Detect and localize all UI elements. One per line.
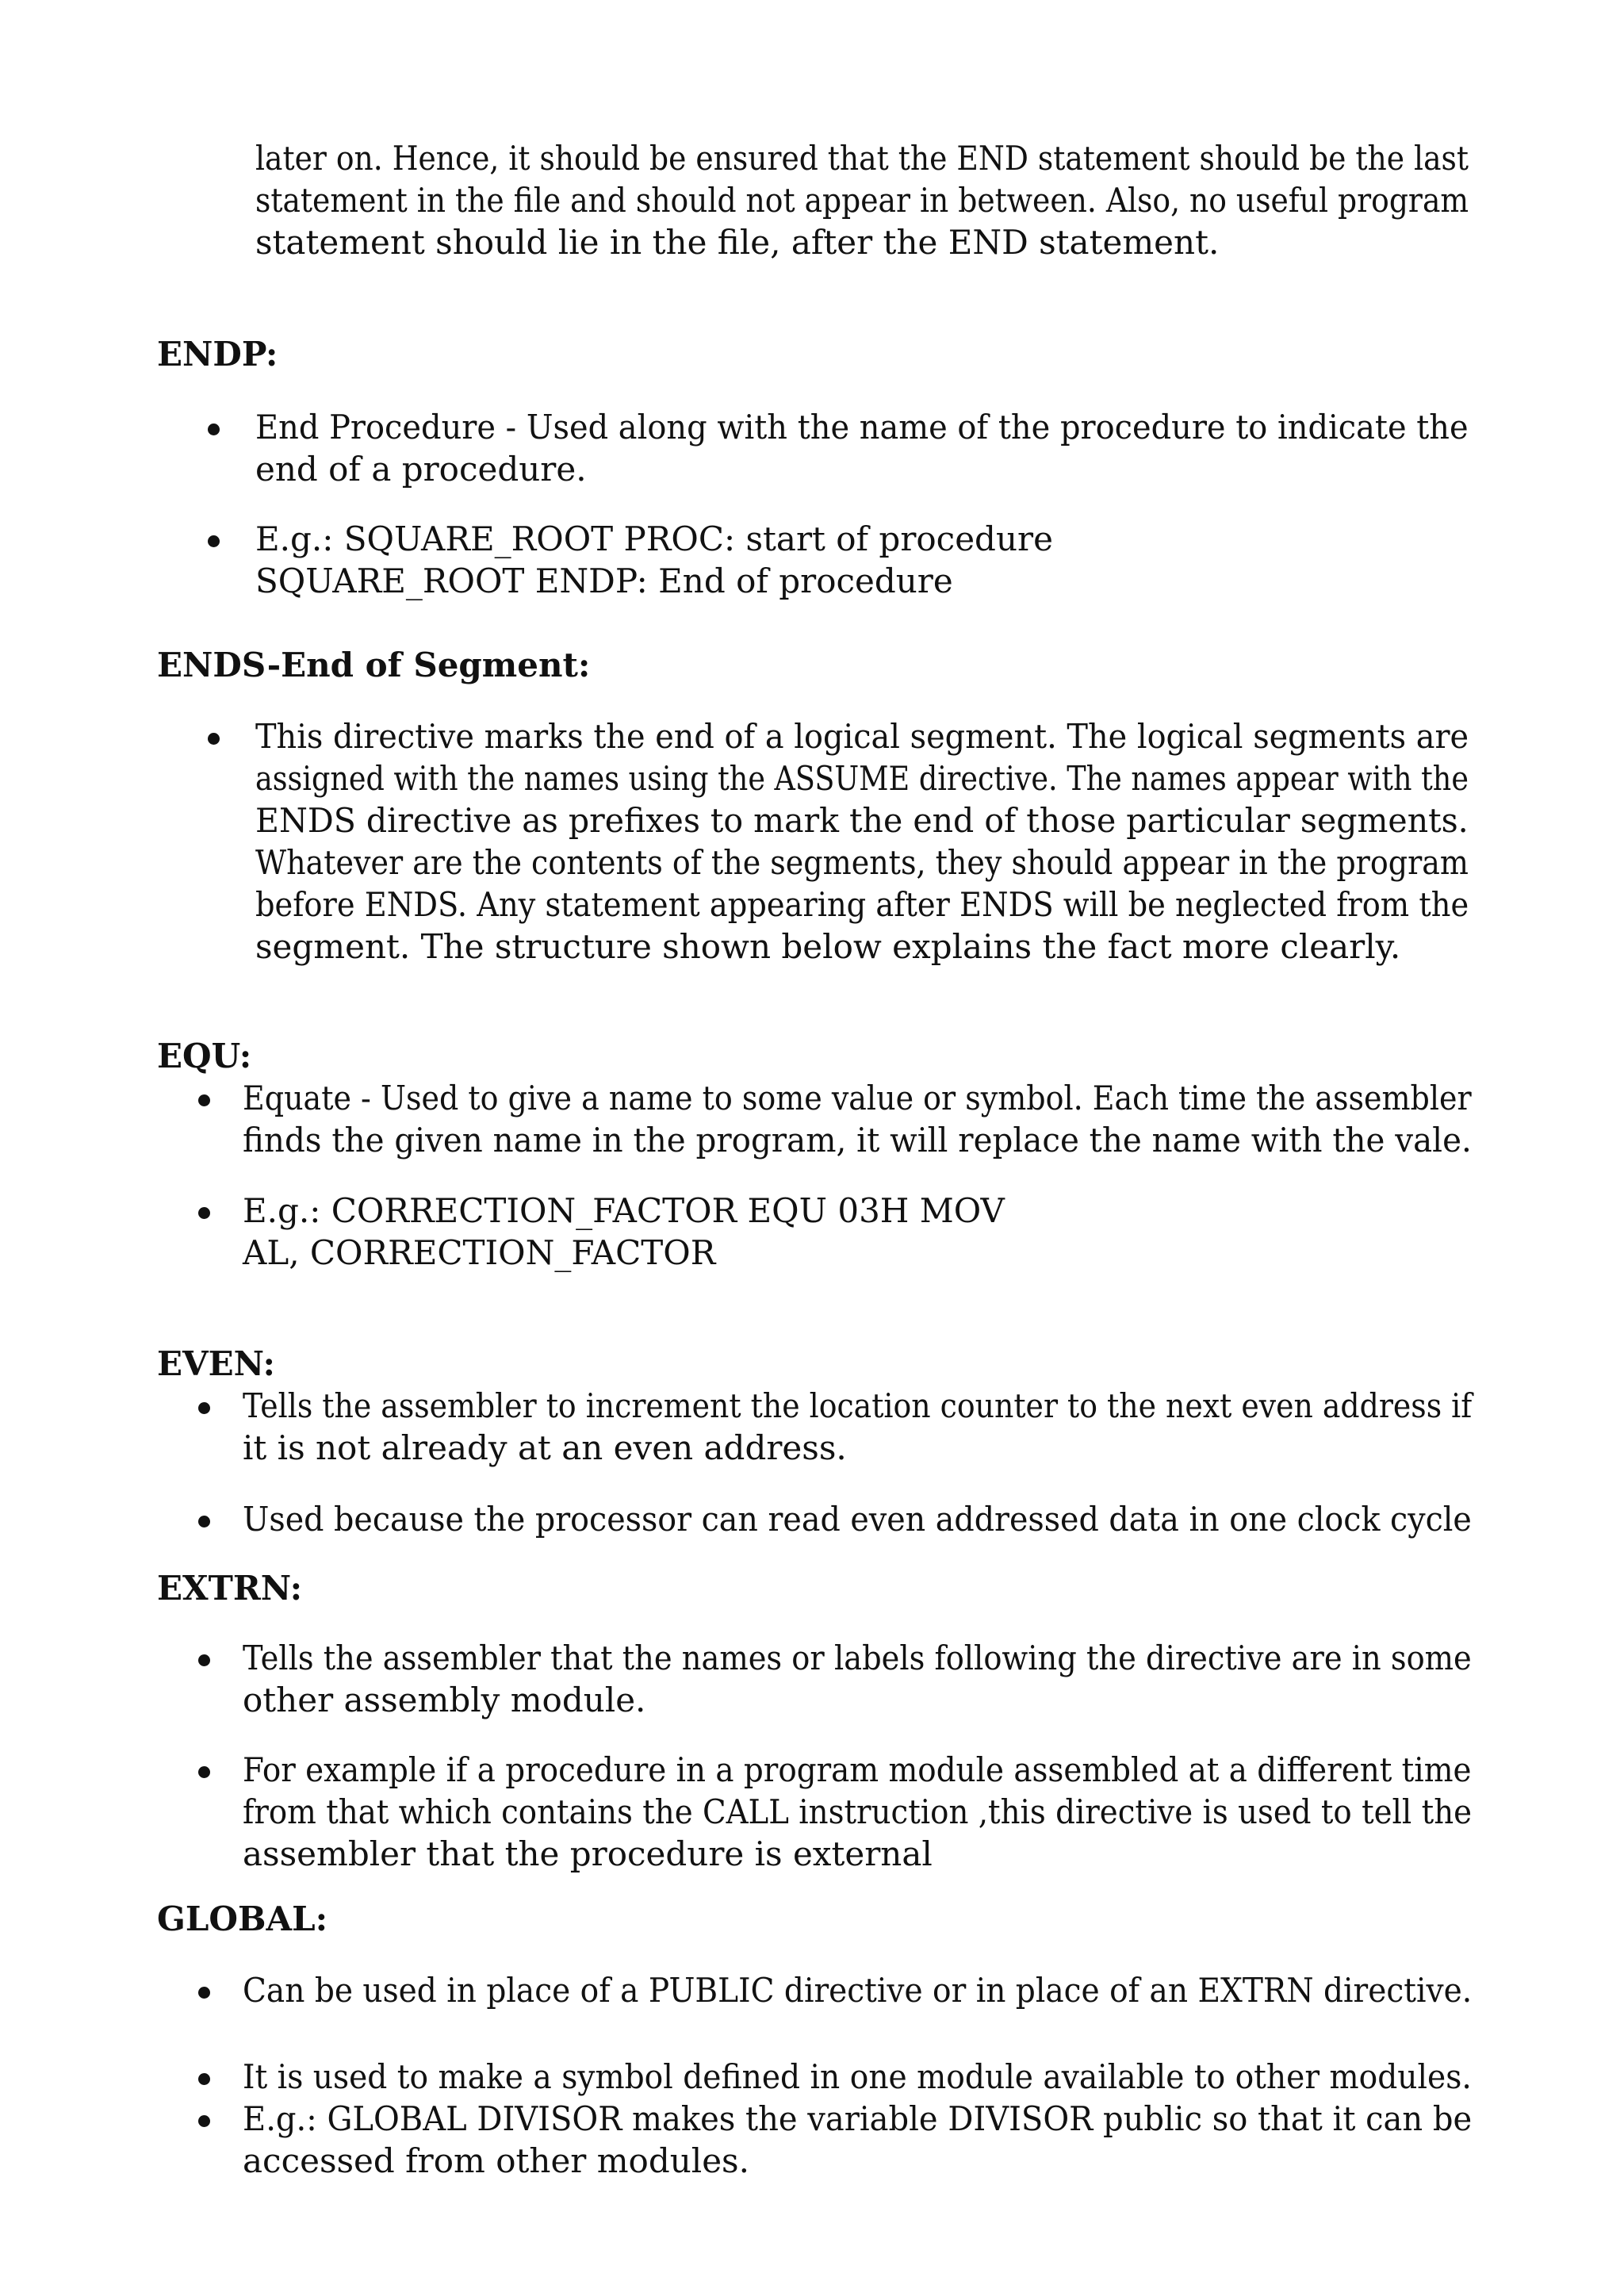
- text-line: E.g.: CORRECTION_FACTOR EQU 03H MOV: [243, 1191, 1005, 1230]
- text-line: other assembly module.: [243, 1681, 646, 1719]
- text-line: This directive marks the end of a logical segment. The logical segments are: [255, 717, 1469, 756]
- intro-line: statement should lie in the file, after the END statement.: [255, 223, 1220, 262]
- bullet-text: [255, 715, 1469, 968]
- text-line: For example if a procedure in a program module assembled at a different time: [243, 1750, 1472, 1789]
- heading-extrn: EXTRN:: [157, 1569, 303, 1608]
- bullet-text: [243, 2098, 1472, 2182]
- bullet-dot: [208, 424, 220, 435]
- bullet-text: [243, 1749, 1472, 1875]
- text-line: Tells the assembler to increment the location counter to the next even address if: [243, 1386, 1473, 1425]
- text-line: It is used to make a symbol defined in one module available to other modules.: [243, 2057, 1472, 2096]
- intro-paragraph: [255, 137, 1469, 263]
- bullet-dot: [198, 1207, 210, 1219]
- bullet-dot: [208, 535, 220, 547]
- bullet-text: [243, 1077, 1472, 1161]
- text-line: Equate - Used to give a name to some value or symbol. Each time the assembler: [243, 1079, 1472, 1117]
- text-line: E.g.: SQUARE_ROOT PROC: start of procedure: [255, 519, 1053, 558]
- text-line: SQUARE_ROOT ENDP: End of procedure: [255, 562, 953, 600]
- text-line: assigned with the names using the ASSUME directive. The names appear with the: [255, 759, 1469, 798]
- text-line: finds the given name in the program, it will replace the name with the vale.: [243, 1121, 1472, 1159]
- bullet-dot: [208, 733, 220, 745]
- heading-ends: ENDS-End of Segment:: [157, 646, 591, 684]
- text-line: assembler that the procedure is external: [243, 1834, 933, 1873]
- text-line: End Procedure - Used along with the name of the procedure to indicate the: [255, 408, 1469, 447]
- text-line: ENDS directive as prefixes to mark the end of those particular segments.: [255, 801, 1469, 840]
- text-line: E.g.: GLOBAL DIVISOR makes the variable DIVISOR public so that it can be: [243, 2099, 1473, 2138]
- bullet-text: [243, 1190, 1472, 1274]
- text-line: it is not already at an even address.: [243, 1428, 847, 1467]
- text-line: Whatever are the contents of the segments, they should appear in the program: [255, 843, 1469, 882]
- text-line: from that which contains the CALL instruction ,this directive is used to tell the: [243, 1792, 1473, 1831]
- text-line: segment. The structure shown below explains the fact more clearly.: [255, 927, 1401, 966]
- heading-endp: ENDP:: [157, 335, 278, 374]
- bullet-dot: [198, 1516, 210, 1527]
- bullet-text: [255, 406, 1469, 490]
- text-line: end of a procedure.: [255, 450, 587, 489]
- bullet-text: [255, 518, 1469, 602]
- bullet-dot: [198, 1402, 210, 1414]
- heading-equ: EQU:: [157, 1037, 252, 1075]
- bullet-dot: [198, 2115, 210, 2127]
- bullet-text: [243, 1498, 1472, 1540]
- bullet-dot: [198, 1766, 210, 1778]
- bullet-dot: [198, 1654, 210, 1666]
- intro-line: statement in the file and should not appear in between. Also, no useful program: [255, 181, 1469, 220]
- heading-global: GLOBAL:: [157, 1899, 328, 1938]
- text-line: AL, CORRECTION_FACTOR: [243, 1233, 716, 1272]
- text-line: before ENDS. Any statement appearing after ENDS will be neglected from the: [255, 885, 1469, 924]
- bullet-dot: [198, 2073, 210, 2085]
- bullet-text: [243, 2056, 1472, 2098]
- heading-even: EVEN:: [157, 1344, 276, 1383]
- bullet-dot: [198, 1987, 210, 1999]
- text-line: Used because the processor can read even addressed data in one clock cycle: [243, 1500, 1472, 1539]
- bullet-text: [243, 1969, 1472, 2011]
- bullet-text: [243, 1637, 1472, 1721]
- intro-line: later on. Hence, it should be ensured that the END statement should be the last: [255, 139, 1469, 178]
- bullet-text: [243, 1385, 1472, 1469]
- text-line: accessed from other modules.: [243, 2141, 749, 2180]
- text-line: Tells the assembler that the names or labels following the directive are in some: [243, 1639, 1472, 1677]
- bullet-dot: [198, 1094, 210, 1106]
- text-line: Can be used in place of a PUBLIC directive or in place of an EXTRN directive.: [243, 1971, 1473, 2010]
